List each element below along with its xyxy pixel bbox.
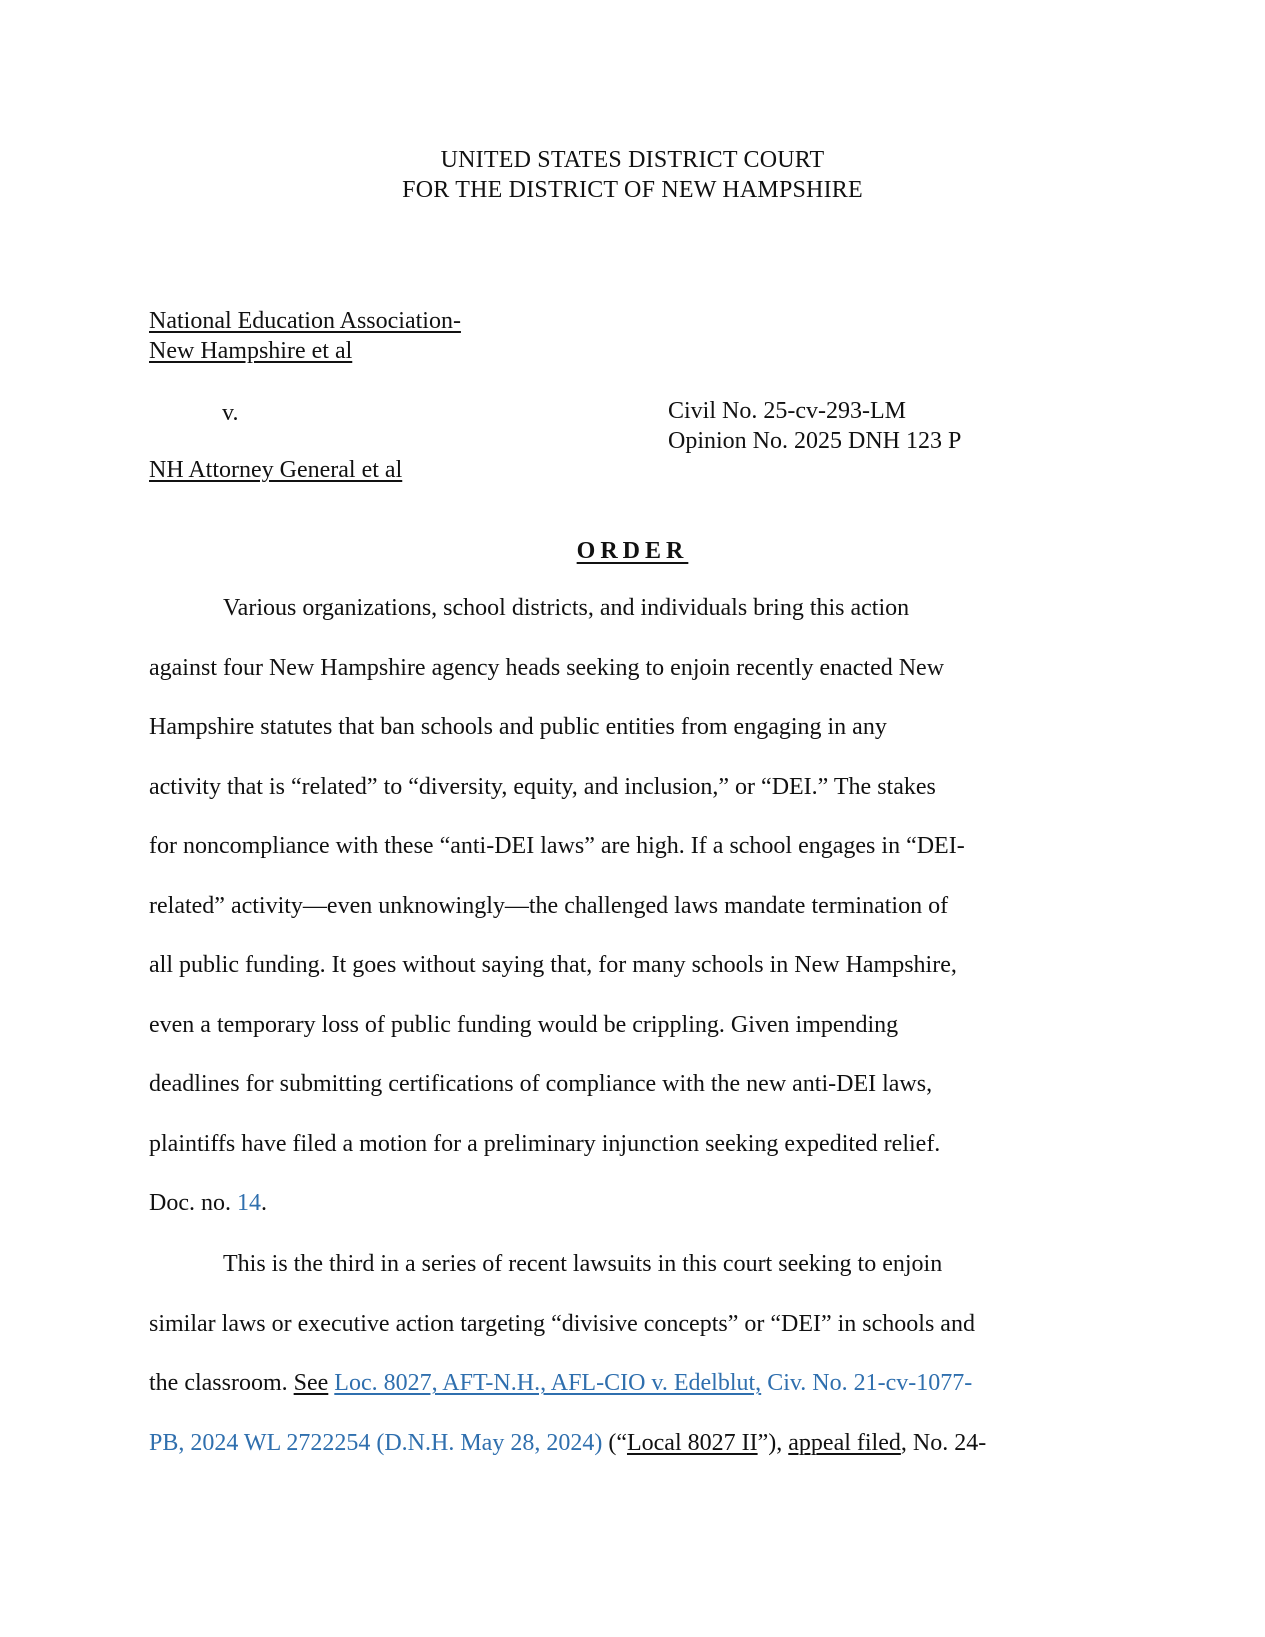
paragraph-2-line — [149, 1414, 1119, 1474]
paragraph-1-line: activity that is “related” to “diversity, equity, and inclusion,” or “DEI.” The stakes — [149, 773, 936, 800]
order-title: ORDER — [576, 538, 689, 564]
paragraph-1-line: Various organizations, school districts, and individuals bring this action — [223, 595, 910, 621]
paragraph-1-line: deadlines for submitting certifications of compliance with the new anti-DEI laws, — [149, 1071, 933, 1097]
paragraph-2-line: This is the third in a series of recent lawsuits in this court seeking to enjoin — [223, 1251, 943, 1277]
plaintiff-line-2: New Hampshire et al — [149, 338, 353, 364]
court-header — [0, 145, 1265, 205]
doc-14-link[interactable]: 14 — [236, 1190, 261, 1216]
plaintiff-line-1: National Education Association- — [149, 308, 461, 334]
open-quote: (“ — [602, 1429, 627, 1456]
paragraph-1-line: related” activity—even unknowingly—the challenged laws mandate termination of — [149, 892, 949, 919]
paragraph-1-line: plaintiffs have filed a motion for a preliminary injunction seeking expedited relief. — [149, 1130, 941, 1157]
paragraph-1 — [149, 579, 1119, 1234]
paragraph-2-line: similar laws or executive action targeting “divisive concepts” or “DEI” in schools and — [149, 1310, 975, 1337]
doc-suffix: . — [260, 1190, 267, 1216]
paragraph-1-line: Hampshire statutes that ban schools and public entities from engaging in any — [149, 714, 887, 740]
defendant-name: NH Attorney General et al — [149, 457, 403, 483]
paragraph-1-line: against four New Hampshire agency heads seeking to enjoin recently enacted New — [149, 654, 945, 681]
citation-civ-no-link[interactable]: Civ. No. 21-cv-1077- — [761, 1370, 973, 1396]
court-name: UNITED STATES DISTRICT COURT — [440, 147, 825, 173]
doc-prefix: Doc. no. — [149, 1190, 237, 1216]
paragraph-1-line: even a temporary loss of public funding would be crippling. Given impending — [149, 1011, 899, 1038]
appeal-number: , No. 24- — [900, 1429, 987, 1456]
versus-label: v. — [222, 400, 239, 426]
citation-reporter-link[interactable]: PB, 2024 WL 2722254 (D.N.H. May 28, 2024) — [149, 1429, 603, 1456]
close-quote: ”), — [757, 1429, 789, 1456]
classroom-text: the classroom. — [149, 1370, 294, 1396]
citation-case-name-link[interactable]: Loc. 8027, AFT-N.H., AFL-CIO v. Edelblut, — [334, 1370, 762, 1396]
paragraph-1-line: all public funding. It goes without saying that, for many schools in New Hampshire, — [149, 952, 957, 978]
appeal-filed-signal: appeal filed — [788, 1429, 901, 1456]
short-case-name: Local 8027 II — [626, 1429, 758, 1456]
case-info — [668, 396, 961, 456]
paragraph-2-line — [149, 1354, 1119, 1414]
paragraph-2 — [149, 1235, 1119, 1473]
opinion-number: Opinion No. 2025 DNH 123 P — [668, 428, 962, 454]
plaintiff-name — [149, 306, 461, 366]
court-district: FOR THE DISTRICT OF NEW HAMPSHIRE — [402, 177, 863, 203]
civil-number: Civil No. 25-cv-293-LM — [668, 398, 906, 424]
doc-reference-line — [149, 1174, 1119, 1234]
see-signal: See — [293, 1370, 329, 1396]
paragraph-1-line: for noncompliance with these “anti-DEI laws” are high. If a school engages in “DEI- — [149, 833, 965, 859]
